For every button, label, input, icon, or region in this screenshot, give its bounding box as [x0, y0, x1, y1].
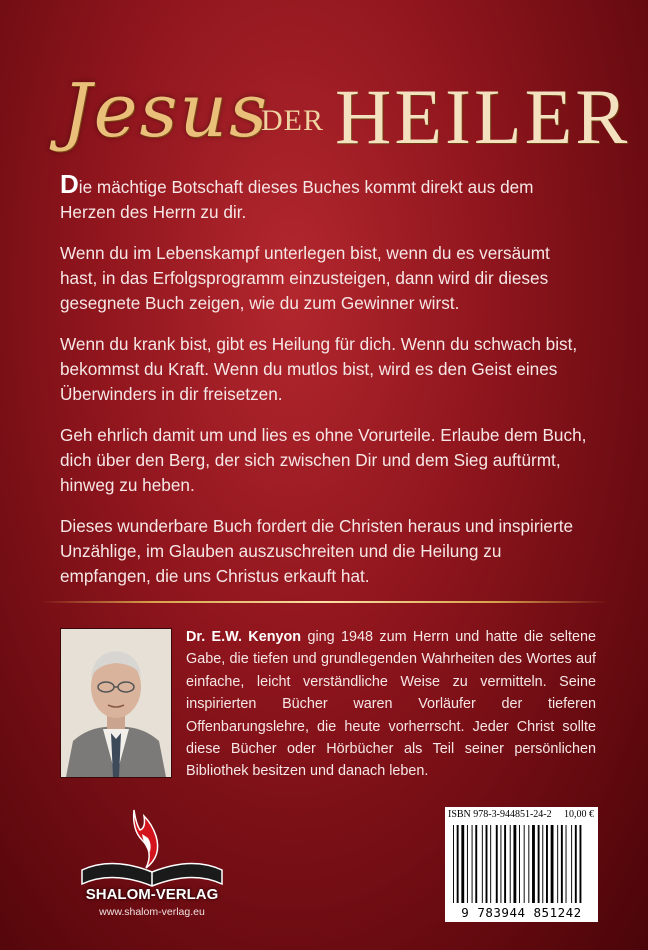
- blurb-text: [60, 169, 590, 605]
- publisher-logo: [72, 800, 232, 925]
- blurb-paragraph-3: Wenn du krank bist, gibt es Heilung für dich. Wenn du schwach bist, bekommst du Kraft. Wenn du mutlos bist, wird es den Geist eines Überwinders in dir freisetzen.: [60, 334, 578, 404]
- gold-divider: [40, 595, 608, 609]
- title-der: DER: [261, 104, 324, 137]
- blurb-paragraph-5: Dieses wunderbare Buch fordert die Christen heraus und inspirierte Unzählige, im Glauben auszuschreiten und die Heilung zu empfangen, die uns Christus erkauft hat.: [60, 516, 574, 586]
- title-heiler: HEILER: [335, 73, 631, 160]
- author-name: Dr. E.W. Kenyon: [186, 629, 302, 645]
- author-portrait-icon: [61, 629, 171, 777]
- price-label: 10,00 €: [564, 809, 594, 820]
- isbn-barcode: [445, 807, 598, 922]
- blurb-paragraph-4: Geh ehrlich damit um und lies es ohne Vorurteile. Erlaube dem Buch, dich über den Berg, der sich zwischen Dir und dem Sieg auftürmt, hinweg zu heben.: [60, 425, 587, 495]
- book-title: [0, 60, 648, 160]
- title-jesus: Jesus: [62, 68, 270, 154]
- barcode-digits: 9 783944 851242: [461, 905, 582, 920]
- publisher-url: www.shalom-verlag.eu: [99, 906, 205, 918]
- isbn-label: ISBN 978-3-944851-24-2: [448, 809, 552, 820]
- drop-cap: D: [60, 169, 79, 199]
- blurb-paragraph-1-text: ie mächtige Botschaft dieses Buches kommt direkt aus dem Herzen des Herrn zu dir.: [60, 177, 534, 222]
- author-bio-text: ging 1948 zum Herrn und hatte die seltene Gabe, die tiefen und grundlegenden Wahrheiten des Wortes auf einfache, leicht verständliche Weise zu vermitteln. Seine inspirierten Bücher waren Vorläufer der tieferen Offenbarungslehre, die heute vorherrscht. Jeder Christ sollte diese Bücher oder Hörbücher als Teil seiner persönlichen Bibliothek besitzen und danach leben.: [186, 629, 596, 780]
- publisher-name: SHALOM-VERLAG: [85, 886, 219, 903]
- author-photo: [60, 628, 172, 778]
- gold-divider-line: [40, 601, 608, 603]
- flame-over-open-book-icon: [72, 800, 232, 888]
- blurb-paragraph-2: Wenn du im Lebenskampf unterlegen bist, wenn du es versäumt hast, in das Erfolgsprogramm einzusteigen, dann wird dir dieses gesegnete Buch zeigen, wie du zum Gewinner wirst.: [60, 243, 550, 313]
- blurb-paragraph-1: [60, 169, 590, 225]
- author-bio: [186, 626, 596, 783]
